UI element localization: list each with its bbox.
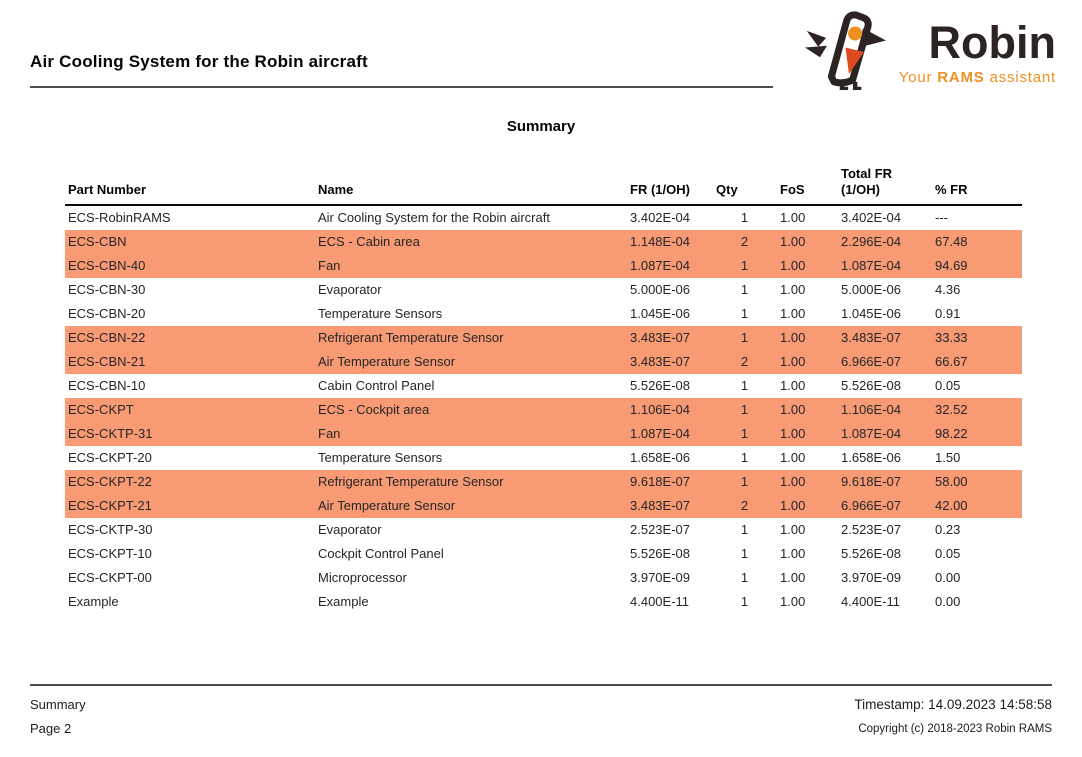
cell-total-fr: 9.618E-07 bbox=[838, 470, 932, 494]
cell-total-fr: 6.966E-07 bbox=[838, 494, 932, 518]
table-row bbox=[65, 542, 1022, 566]
table-row bbox=[65, 230, 1022, 254]
cell-name: Temperature Sensors bbox=[318, 306, 443, 321]
footer-page-number: Page 2 bbox=[30, 721, 72, 736]
cell-total-fr: 5.526E-08 bbox=[841, 378, 901, 393]
cell-fos: 1.00 bbox=[780, 378, 806, 393]
cell-fr: 3.970E-09 bbox=[630, 570, 690, 585]
cell-part-number: ECS-CKPT-22 bbox=[65, 470, 315, 494]
cell-part-number: ECS-CBN bbox=[65, 230, 315, 254]
cell-qty: 1 bbox=[740, 546, 749, 561]
cell-fr: 4.400E-11 bbox=[630, 594, 690, 609]
cell-total-fr: 2.296E-04 bbox=[838, 230, 932, 254]
cell-total-fr: 5.526E-08 bbox=[841, 546, 901, 561]
cell-total-fr: 1.045E-06 bbox=[841, 306, 901, 321]
cell-fos: 1.00 bbox=[780, 450, 806, 465]
table-row bbox=[65, 302, 1022, 326]
cell-fr: 1.087E-04 bbox=[627, 254, 713, 278]
cell-qty: 1 bbox=[740, 450, 749, 465]
cell-fr: 1.658E-06 bbox=[630, 450, 690, 465]
table-row bbox=[65, 374, 1022, 398]
table-row bbox=[65, 470, 1022, 494]
col-header-pct-fr: % FR bbox=[932, 166, 1022, 205]
table-row bbox=[65, 494, 1022, 518]
summary-table bbox=[65, 166, 1022, 614]
cell-total-fr: 2.523E-07 bbox=[841, 522, 901, 537]
cell-name: Air Temperature Sensor bbox=[315, 494, 627, 518]
cell-qty: 1 bbox=[713, 422, 777, 446]
cell-qty: 1 bbox=[740, 594, 749, 609]
table-row bbox=[65, 518, 1022, 542]
cell-fos: 1.00 bbox=[777, 326, 838, 350]
cell-pct-fr: 58.00 bbox=[932, 470, 1022, 494]
cell-pct-fr: 0.05 bbox=[935, 546, 961, 561]
page-title: Air Cooling System for the Robin aircraft bbox=[30, 52, 368, 71]
cell-fr: 5.000E-06 bbox=[630, 282, 690, 297]
cell-qty: 1 bbox=[713, 326, 777, 350]
cell-pct-fr: --- bbox=[935, 210, 948, 225]
cell-pct-fr: 94.69 bbox=[932, 254, 1022, 278]
cell-fr: 1.148E-04 bbox=[627, 230, 713, 254]
cell-pct-fr: 1.50 bbox=[935, 450, 961, 465]
cell-fos: 1.00 bbox=[780, 306, 806, 321]
cell-name: Air Temperature Sensor bbox=[315, 350, 627, 374]
cell-qty: 1 bbox=[740, 210, 749, 225]
cell-part-number: ECS-CBN-21 bbox=[65, 350, 315, 374]
footer-timestamp: Timestamp: 14.09.2023 14:58:58 bbox=[854, 697, 1052, 712]
cell-pct-fr: 98.22 bbox=[932, 422, 1022, 446]
cell-name: ECS - Cabin area bbox=[315, 230, 627, 254]
col-header-total-fr: Total FR (1/OH) bbox=[838, 166, 932, 205]
cell-part-number: ECS-CKTP-30 bbox=[68, 522, 153, 537]
cell-qty: 2 bbox=[713, 494, 777, 518]
cell-pct-fr: 0.91 bbox=[935, 306, 961, 321]
summary-heading: Summary bbox=[506, 118, 576, 135]
cell-fr: 5.526E-08 bbox=[630, 546, 690, 561]
cell-qty: 1 bbox=[740, 570, 749, 585]
cell-total-fr: 1.087E-04 bbox=[838, 422, 932, 446]
cell-fos: 1.00 bbox=[777, 230, 838, 254]
cell-part-number: ECS-CKPT-00 bbox=[68, 570, 152, 585]
table-row bbox=[65, 446, 1022, 470]
cell-name: Microprocessor bbox=[318, 570, 407, 585]
table-header-row bbox=[65, 166, 1022, 205]
table-row bbox=[65, 398, 1022, 422]
logo-tagline-suffix: assistant bbox=[984, 69, 1056, 86]
cell-fos: 1.00 bbox=[777, 494, 838, 518]
cell-part-number: ECS-CKPT-21 bbox=[65, 494, 315, 518]
cell-fr: 3.483E-07 bbox=[627, 350, 713, 374]
cell-name: Evaporator bbox=[318, 522, 382, 537]
cell-fos: 1.00 bbox=[780, 210, 806, 225]
cell-pct-fr: 0.00 bbox=[935, 570, 961, 585]
cell-pct-fr: 0.05 bbox=[935, 378, 961, 393]
cell-name: Air Cooling System for the Robin aircraft bbox=[318, 210, 550, 225]
title-divider bbox=[30, 86, 773, 88]
cell-name: Cockpit Control Panel bbox=[318, 546, 444, 561]
cell-fos: 1.00 bbox=[780, 546, 806, 561]
col-header-name: Name bbox=[315, 166, 627, 205]
cell-qty: 1 bbox=[713, 470, 777, 494]
cell-part-number: ECS-CBN-20 bbox=[68, 306, 146, 321]
cell-name: Refrigerant Temperature Sensor bbox=[315, 470, 627, 494]
col-header-qty: Qty bbox=[713, 166, 777, 205]
cell-fr: 2.523E-07 bbox=[630, 522, 690, 537]
cell-name: Fan bbox=[315, 422, 627, 446]
cell-fr: 3.483E-07 bbox=[627, 326, 713, 350]
table-row bbox=[65, 350, 1022, 374]
summary-table-body bbox=[65, 205, 1022, 614]
robin-bird-icon bbox=[805, 6, 893, 95]
cell-pct-fr: 0.00 bbox=[935, 594, 961, 609]
cell-total-fr: 3.483E-07 bbox=[838, 326, 932, 350]
cell-part-number: ECS-CBN-40 bbox=[65, 254, 315, 278]
cell-total-fr: 3.402E-04 bbox=[841, 210, 901, 225]
cell-fr: 5.526E-08 bbox=[630, 378, 690, 393]
cell-total-fr: 6.966E-07 bbox=[838, 350, 932, 374]
cell-qty: 1 bbox=[740, 522, 749, 537]
cell-pct-fr: 32.52 bbox=[932, 398, 1022, 422]
summary-table-container bbox=[65, 166, 1022, 614]
table-row bbox=[65, 254, 1022, 278]
cell-part-number: Example bbox=[68, 594, 119, 609]
cell-fr: 9.618E-07 bbox=[627, 470, 713, 494]
footer-section-label: Summary bbox=[30, 697, 86, 712]
cell-qty: 2 bbox=[713, 230, 777, 254]
cell-qty: 1 bbox=[740, 306, 749, 321]
logo-text bbox=[899, 15, 1056, 86]
cell-pct-fr: 33.33 bbox=[932, 326, 1022, 350]
footer-divider bbox=[30, 684, 1052, 686]
cell-fr: 3.483E-07 bbox=[627, 494, 713, 518]
table-row bbox=[65, 278, 1022, 302]
table-row bbox=[65, 205, 1022, 230]
cell-fos: 1.00 bbox=[777, 254, 838, 278]
cell-part-number: ECS-RobinRAMS bbox=[68, 210, 171, 225]
logo-brand-name: Robin bbox=[928, 17, 1056, 68]
cell-part-number: ECS-CBN-10 bbox=[68, 378, 146, 393]
cell-pct-fr: 0.23 bbox=[935, 522, 961, 537]
cell-part-number: ECS-CKPT-10 bbox=[68, 546, 152, 561]
table-row bbox=[65, 326, 1022, 350]
cell-fos: 1.00 bbox=[780, 282, 806, 297]
cell-pct-fr: 67.48 bbox=[932, 230, 1022, 254]
cell-qty: 1 bbox=[740, 282, 749, 297]
cell-total-fr: 3.970E-09 bbox=[841, 570, 901, 585]
cell-total-fr: 1.087E-04 bbox=[838, 254, 932, 278]
logo-tagline-prefix: Your bbox=[898, 69, 938, 86]
cell-fr: 1.106E-04 bbox=[627, 398, 713, 422]
cell-part-number: ECS-CKPT-20 bbox=[68, 450, 152, 465]
cell-fr: 3.402E-04 bbox=[630, 210, 690, 225]
cell-fos: 1.00 bbox=[780, 594, 806, 609]
cell-fr: 1.087E-04 bbox=[627, 422, 713, 446]
cell-qty: 1 bbox=[740, 378, 749, 393]
cell-part-number: ECS-CBN-22 bbox=[65, 326, 315, 350]
cell-fos: 1.00 bbox=[777, 398, 838, 422]
cell-name: Evaporator bbox=[318, 282, 382, 297]
cell-fos: 1.00 bbox=[780, 570, 806, 585]
cell-name: Temperature Sensors bbox=[318, 450, 443, 465]
table-row bbox=[65, 422, 1022, 446]
cell-total-fr: 5.000E-06 bbox=[841, 282, 901, 297]
cell-qty: 2 bbox=[713, 350, 777, 374]
cell-total-fr: 4.400E-11 bbox=[841, 594, 901, 609]
cell-fos: 1.00 bbox=[777, 350, 838, 374]
table-row bbox=[65, 590, 1022, 614]
table-row bbox=[65, 566, 1022, 590]
cell-fr: 1.045E-06 bbox=[630, 306, 690, 321]
cell-pct-fr: 66.67 bbox=[932, 350, 1022, 374]
robin-logo bbox=[805, 6, 1056, 95]
cell-fos: 1.00 bbox=[777, 422, 838, 446]
cell-name: Fan bbox=[315, 254, 627, 278]
col-header-fr: FR (1/OH) bbox=[627, 166, 713, 205]
logo-tagline-rams: RAMS bbox=[937, 69, 985, 86]
cell-part-number: ECS-CBN-30 bbox=[68, 282, 146, 297]
cell-qty: 1 bbox=[713, 254, 777, 278]
cell-fos: 1.00 bbox=[777, 470, 838, 494]
footer-copyright: Copyright (c) 2018-2023 Robin RAMS bbox=[858, 723, 1052, 735]
col-header-part-number: Part Number bbox=[65, 166, 315, 205]
cell-part-number: ECS-CKPT bbox=[65, 398, 315, 422]
cell-name: Example bbox=[318, 594, 369, 609]
cell-part-number: ECS-CKTP-31 bbox=[65, 422, 315, 446]
cell-fos: 1.00 bbox=[780, 522, 806, 537]
cell-pct-fr: 4.36 bbox=[935, 282, 961, 297]
logo-tagline bbox=[899, 69, 1056, 86]
cell-pct-fr: 42.00 bbox=[932, 494, 1022, 518]
cell-total-fr: 1.658E-06 bbox=[841, 450, 901, 465]
cell-qty: 1 bbox=[713, 398, 777, 422]
cell-name: ECS - Cockpit area bbox=[315, 398, 627, 422]
cell-total-fr: 1.106E-04 bbox=[838, 398, 932, 422]
cell-name: Refrigerant Temperature Sensor bbox=[315, 326, 627, 350]
cell-name: Cabin Control Panel bbox=[318, 378, 435, 393]
col-header-fos: FoS bbox=[777, 166, 838, 205]
